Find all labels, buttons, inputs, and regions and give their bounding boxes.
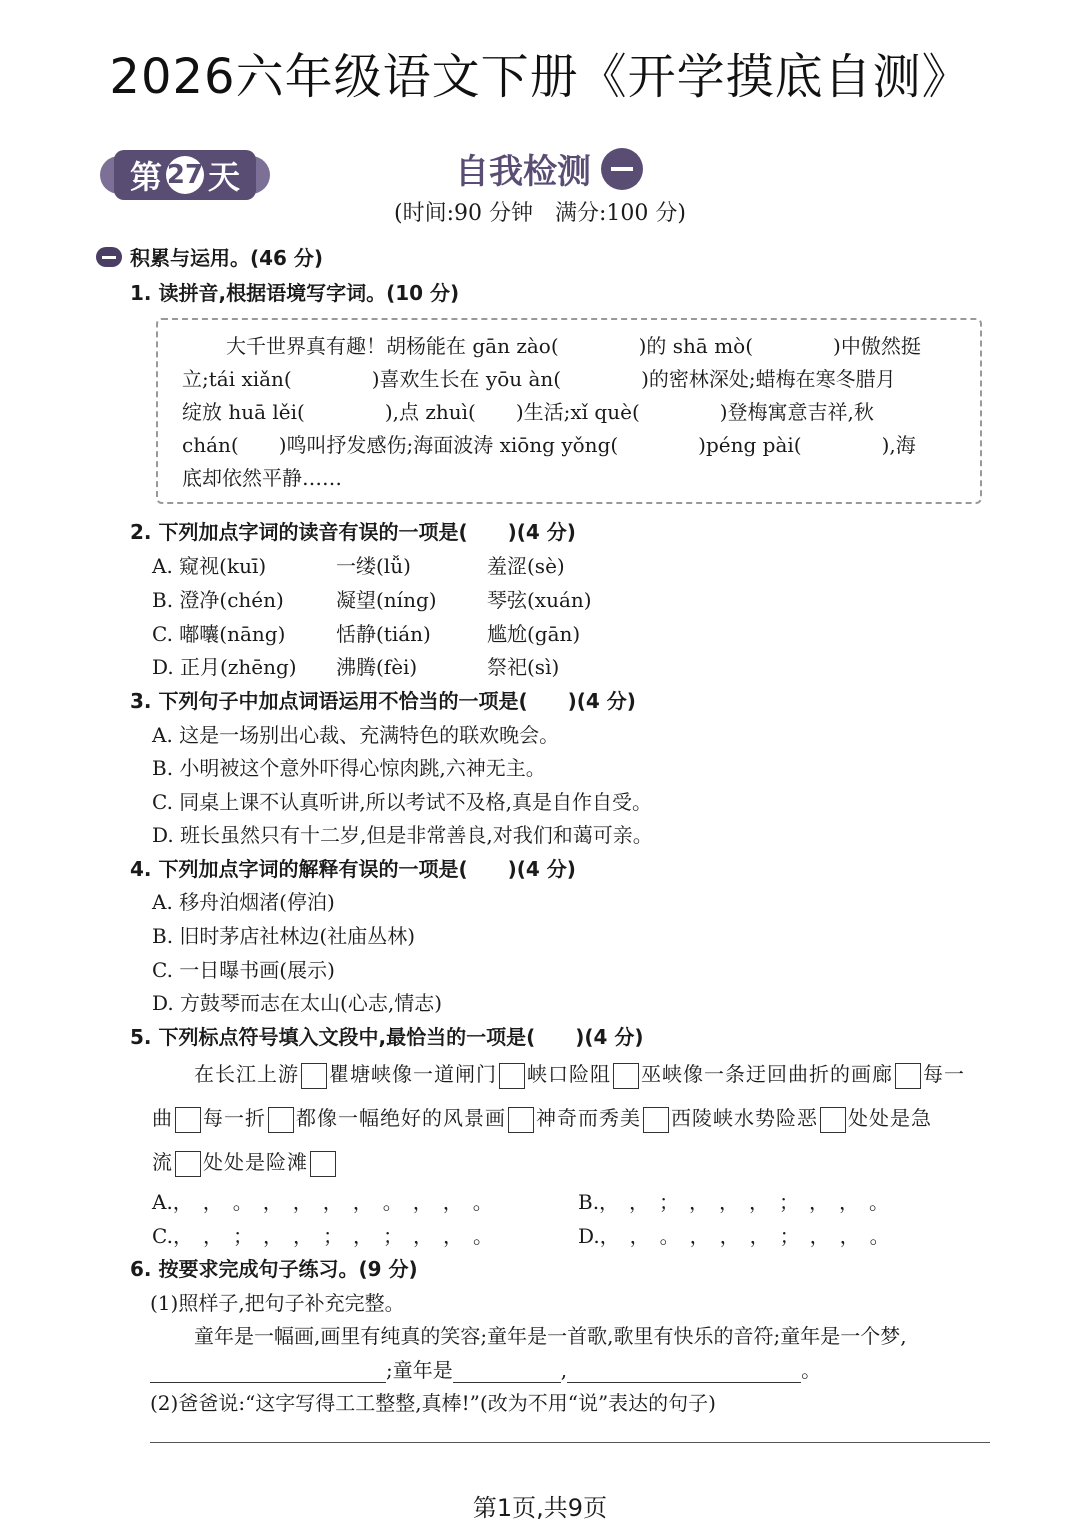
question-6-heading: 6. 按要求完成句子练习。(9 分) xyxy=(130,1257,418,1281)
q5-passage-line-1 xyxy=(194,1058,965,1089)
q2-b-1: B. 澄净(chén) xyxy=(152,588,284,612)
q5-option-c: C.， ， ； ， ， ； ， ； ， ， 。 xyxy=(152,1224,493,1248)
q5-text: 瞿塘峡像一道闸门 xyxy=(329,1062,497,1086)
punctuation-box xyxy=(310,1151,336,1177)
day-badge xyxy=(100,150,270,202)
q5-option-b: B.， ， ； ， ， ， ； ， ， 。 xyxy=(578,1190,890,1214)
q6-fill-comma: , xyxy=(560,1358,568,1382)
q2-a-1: A. 窥视(kuī) xyxy=(152,554,267,578)
q4-option-a: A. 移舟泊烟渚(停泊) xyxy=(152,890,335,914)
page-footer: 第1页,共9页 xyxy=(472,1494,608,1522)
q3-option-a: A. 这是一场别出心裁、充满特色的联欢晚会。 xyxy=(152,723,560,747)
punctuation-box xyxy=(499,1063,525,1089)
day-badge-number: 27 xyxy=(166,156,204,194)
q5-text: 巫峡像一条迂回曲折的画廊 xyxy=(641,1062,893,1086)
punctuation-box xyxy=(508,1107,534,1133)
q5-text: 处处是急 xyxy=(848,1106,932,1130)
q5-text: 西陵峡水势险恶 xyxy=(671,1106,818,1130)
punctuation-box xyxy=(613,1063,639,1089)
q6-sample-sentence: 童年是一幅画,画里有纯真的笑容;童年是一首歌,歌里有快乐的音符;童年是一个梦, xyxy=(194,1324,907,1348)
q3-option-c: C. 同桌上课不认真听讲,所以考试不及格,真是自作自受。 xyxy=(152,790,653,814)
q3-option-b: B. 小明被这个意外吓得心惊肉跳,六神无主。 xyxy=(152,756,546,780)
punctuation-box xyxy=(301,1063,327,1089)
answer-blank-3[interactable] xyxy=(567,1362,801,1383)
q6-sub-2: (2)爸爸说:“这字写得工工整整,真棒!”(改为不用“说”表达的句子) xyxy=(150,1391,716,1415)
answer-blank-2[interactable] xyxy=(453,1362,561,1383)
q2-c-3: 尴尬(gān) xyxy=(487,622,581,646)
q6-fill-end: 。 xyxy=(801,1358,822,1382)
q2-a-2: 一缕(lǚ) xyxy=(336,554,411,578)
time-info: (时间:90 分钟 满分:100 分) xyxy=(394,201,686,226)
q5-passage-line-2 xyxy=(152,1102,932,1133)
punctuation-box xyxy=(175,1107,201,1133)
q5-text: 处处是险滩 xyxy=(203,1150,308,1174)
question-2-heading: 2. 下列加点字词的读音有误的一项是( )(4 分) xyxy=(130,520,576,544)
question-4-heading: 4. 下列加点字词的解释有误的一项是( )(4 分) xyxy=(130,857,576,881)
day-badge-prefix: 第 xyxy=(129,158,162,196)
q6-fill-text: ;童年是 xyxy=(386,1358,453,1382)
q2-b-3: 琴弦(xuán) xyxy=(487,588,592,612)
q4-option-b: B. 旧时茅店社林边(社庙丛林) xyxy=(152,924,416,948)
answer-line[interactable] xyxy=(150,1442,990,1443)
q3-option-d: D. 班长虽然只有十二岁,但是非常善良,对我们和蔼可亲。 xyxy=(152,823,653,847)
q2-d-2: 沸腾(fèi) xyxy=(336,655,418,679)
passage-line-5: 底却依然平静…… xyxy=(182,466,342,490)
part-one-heading xyxy=(96,242,323,271)
punctuation-box xyxy=(820,1107,846,1133)
q5-text: 峡口险阻 xyxy=(527,1062,611,1086)
q2-d-3: 祭祀(sì) xyxy=(487,655,560,679)
section-title-text: 自我检测 xyxy=(455,152,591,192)
q4-option-c: C. 一日曝书画(展示) xyxy=(152,958,335,982)
day-badge-suffix: 天 xyxy=(208,158,241,196)
passage-line-1: 大千世界真有趣！胡杨能在 gān zào( )的 shā mò( )中傲然挺 xyxy=(226,334,921,358)
punctuation-box xyxy=(643,1107,669,1133)
q6-fill-line xyxy=(150,1354,821,1383)
q6-sub-1: (1)照样子,把句子补充完整。 xyxy=(150,1291,405,1315)
document-title: 2026六年级语文下册《开学摸底自测》 xyxy=(109,49,971,105)
q2-d-1: D. 正月(zhēng) xyxy=(152,655,297,679)
punctuation-box xyxy=(895,1063,921,1089)
q2-c-2: 恬静(tián) xyxy=(336,622,431,646)
passage-line-3: 绽放 huā lěi( ),点 zhuì( )生活;xǐ què( )登梅寓意吉祥,秋 xyxy=(182,400,874,424)
q5-text: 神奇而秀美 xyxy=(536,1106,641,1130)
section-title xyxy=(455,144,643,193)
punctuation-box xyxy=(175,1151,201,1177)
q5-text: 在长江上游 xyxy=(194,1062,299,1086)
q5-option-d: D.， ， 。 ， ， ， ； ， ， 。 xyxy=(578,1224,890,1248)
passage-line-2: 立;tái xiǎn( )喜欢生长在 yōu àn( )的密林深处;蜡梅在寒冬腊月 xyxy=(182,367,896,391)
passage-line-4: chán( )鸣叫抒发感伤;海面波涛 xiōng yǒng( )péng pài( ),海 xyxy=(182,433,916,457)
part-one-text: 积累与运用。(46 分) xyxy=(130,246,324,270)
q5-text: 每一 xyxy=(923,1062,965,1086)
q2-b-2: 凝望(níng) xyxy=(336,588,437,612)
q5-option-a: A.， ， 。 ， ， ， ， 。 ， ， 。 xyxy=(152,1190,493,1214)
question-3-heading: 3. 下列句子中加点词语运用不恰当的一项是( )(4 分) xyxy=(130,689,636,713)
q5-text: 每一折 xyxy=(203,1106,266,1130)
part-one-icon xyxy=(96,247,122,267)
q2-c-1: C. 嘟囔(nāng) xyxy=(152,622,286,646)
q5-passage-line-3 xyxy=(152,1146,338,1177)
q5-text: 曲 xyxy=(152,1106,173,1130)
number-one-icon xyxy=(601,148,643,190)
punctuation-box xyxy=(268,1107,294,1133)
q2-a-3: 羞涩(sè) xyxy=(487,554,565,578)
question-5-heading: 5. 下列标点符号填入文段中,最恰当的一项是( )(4 分) xyxy=(130,1025,644,1049)
q5-text: 都像一幅绝好的风景画 xyxy=(296,1106,506,1130)
q5-text: 流 xyxy=(152,1150,173,1174)
question-1-heading: 1. 读拼音,根据语境写字词。(10 分) xyxy=(130,281,460,305)
answer-blank-1[interactable] xyxy=(150,1362,386,1383)
q4-option-d: D. 方鼓琴而志在太山(心志,情志) xyxy=(152,991,442,1015)
